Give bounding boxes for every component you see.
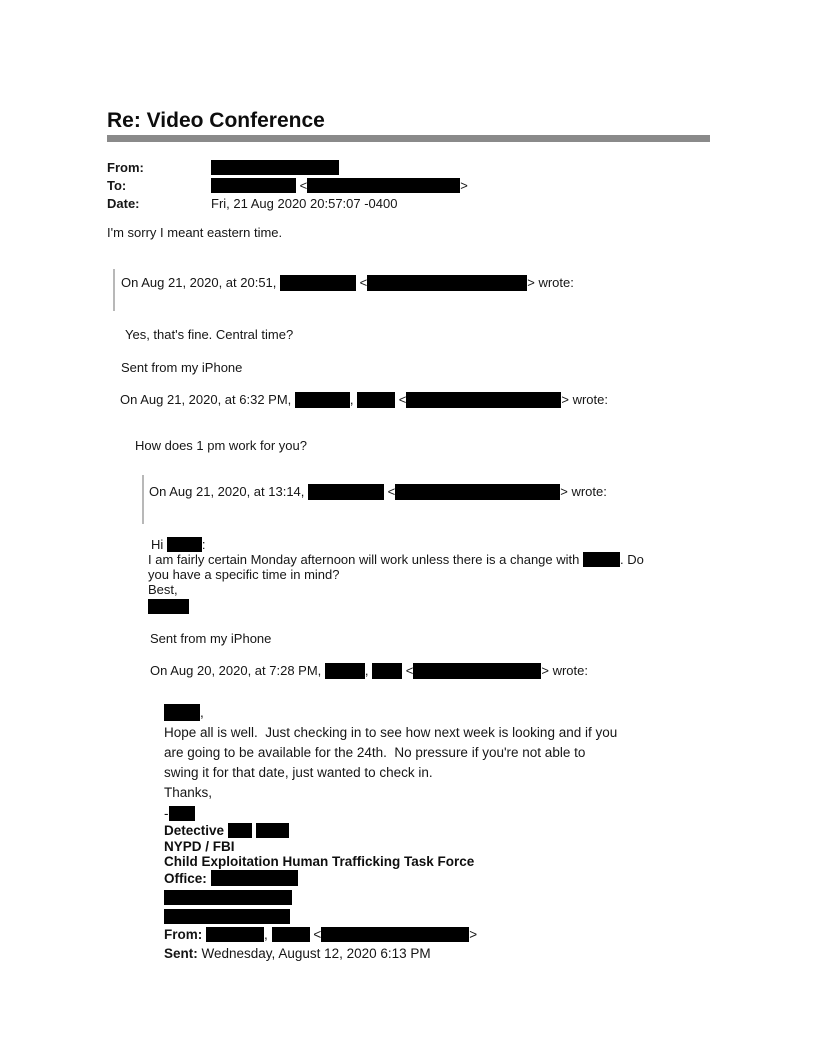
angle-open: < bbox=[398, 392, 407, 407]
redaction-bar bbox=[167, 537, 202, 552]
quote-2-body: How does 1 pm work for you? bbox=[135, 438, 307, 453]
role-label: Detective bbox=[164, 823, 225, 838]
redaction-bar bbox=[395, 484, 560, 500]
quote-2-header-text: On Aug 21, 2020, at 6:32 PM, bbox=[120, 392, 292, 407]
angle-open: < bbox=[299, 178, 308, 193]
comma: , bbox=[349, 392, 354, 407]
redaction-bar bbox=[280, 275, 356, 291]
quote-4-salutation bbox=[164, 703, 710, 723]
forwarded-sent-value: Wednesday, August 12, 2020 6:13 PM bbox=[201, 946, 431, 961]
redaction-bar bbox=[357, 392, 395, 408]
redaction-bar bbox=[307, 178, 460, 193]
forwarded-sent-line bbox=[164, 945, 710, 962]
message-opening: I'm sorry I meant eastern time. bbox=[107, 225, 283, 240]
redaction-bar bbox=[164, 890, 292, 905]
forwarded-from-label: From: bbox=[164, 927, 203, 942]
redaction-bar bbox=[164, 909, 290, 924]
redaction-bar bbox=[367, 275, 527, 291]
title-divider bbox=[107, 135, 710, 142]
quote-4-header-text: On Aug 20, 2020, at 7:28 PM, bbox=[150, 663, 322, 678]
quote-4-body bbox=[164, 723, 710, 783]
angle-close: > bbox=[469, 927, 478, 942]
angle-open: < bbox=[313, 927, 322, 942]
quote-3-closing: Best, bbox=[148, 582, 178, 597]
quote-3-sent-from: Sent from my iPhone bbox=[150, 631, 272, 646]
redaction-bar bbox=[148, 599, 189, 614]
signature-block bbox=[164, 823, 710, 924]
page-title: Re: Video Conference bbox=[107, 109, 325, 132]
redaction-bar bbox=[211, 160, 339, 175]
quote-1-sent-from: Sent from my iPhone bbox=[121, 360, 243, 375]
from-label: From: bbox=[107, 160, 144, 175]
signature-unit: Child Exploitation Human Trafficking Task Force bbox=[164, 854, 475, 869]
date-label: Date: bbox=[107, 196, 140, 211]
redaction-bar bbox=[583, 552, 620, 567]
quote-3-greeting bbox=[148, 537, 710, 552]
quote-3-body-line-1 bbox=[148, 552, 710, 567]
redaction-bar bbox=[406, 392, 561, 408]
redaction-bar bbox=[308, 484, 384, 500]
signature-office-line bbox=[164, 870, 710, 887]
redaction-bar bbox=[295, 392, 350, 408]
meta-to-row bbox=[107, 177, 710, 195]
body-text: swing it for that date, just wanted to check in. bbox=[164, 765, 433, 780]
redaction-bar bbox=[206, 927, 264, 942]
wrote-text: > wrote: bbox=[527, 275, 574, 290]
angle-close: > bbox=[460, 178, 468, 193]
quote-3-message bbox=[148, 537, 710, 962]
body-text: are going to be available for the 24th. No pressure if you're not able to bbox=[164, 745, 586, 760]
comma: , bbox=[364, 663, 369, 678]
date-value: Fri, 21 Aug 2020 20:57:07 -0400 bbox=[211, 196, 398, 211]
quote-2-header bbox=[120, 392, 710, 408]
meta-from-row bbox=[107, 159, 710, 177]
quote-4-message bbox=[164, 703, 710, 962]
quote-3-body-line-2: you have a specific time in mind? bbox=[148, 567, 340, 582]
angle-open: < bbox=[387, 484, 396, 499]
comma: , bbox=[264, 927, 268, 942]
quote-3-header bbox=[142, 475, 710, 524]
quote-3-header-text: On Aug 21, 2020, at 13:14, bbox=[149, 484, 305, 499]
signature-org: NYPD / FBI bbox=[164, 838, 235, 854]
greeting-text: Hi bbox=[151, 537, 164, 552]
redaction-bar bbox=[164, 704, 200, 721]
wrote-text: > wrote: bbox=[541, 663, 588, 678]
body-text: . Do bbox=[620, 552, 644, 567]
redaction-bar bbox=[228, 823, 252, 838]
quote-4-closing: Thanks, bbox=[164, 785, 213, 800]
quote-4-header bbox=[150, 663, 710, 679]
forwarded-from-line bbox=[164, 926, 710, 943]
angle-open: < bbox=[405, 663, 414, 678]
redaction-bar bbox=[325, 663, 365, 679]
redaction-bar bbox=[211, 870, 298, 886]
redaction-bar bbox=[256, 823, 289, 838]
redaction-bar bbox=[169, 806, 195, 821]
redaction-bar bbox=[413, 663, 541, 679]
quote-4-signoff bbox=[164, 806, 710, 821]
signature-role-line bbox=[164, 823, 710, 839]
redaction-bar bbox=[272, 927, 310, 942]
email-meta bbox=[107, 159, 710, 213]
quote-1-body: Yes, that's fine. Central time? bbox=[125, 327, 294, 342]
wrote-text: > wrote: bbox=[561, 392, 608, 407]
greeting-punct: : bbox=[201, 537, 206, 552]
body-text: I am fairly certain Monday afternoon will work unless there is a change with bbox=[148, 552, 580, 567]
signoff-dash: - bbox=[164, 806, 169, 821]
office-label: Office: bbox=[164, 870, 207, 886]
wrote-text: > wrote: bbox=[560, 484, 607, 499]
redaction-bar bbox=[372, 663, 402, 679]
salutation-punct: , bbox=[200, 705, 204, 720]
quoted-thread bbox=[107, 269, 710, 962]
body-text: Hope all is well. Just checking in to see how next week is looking and if you bbox=[164, 725, 618, 740]
forwarded-sent-label: Sent: bbox=[164, 946, 198, 961]
meta-date-row bbox=[107, 195, 710, 213]
quote-1-header-text: On Aug 21, 2020, at 20:51, bbox=[121, 275, 277, 290]
to-label: To: bbox=[107, 178, 127, 193]
redaction-bar bbox=[321, 927, 469, 942]
quote-1-header bbox=[113, 269, 710, 311]
angle-open: < bbox=[359, 275, 368, 290]
redaction-bar bbox=[211, 178, 296, 193]
